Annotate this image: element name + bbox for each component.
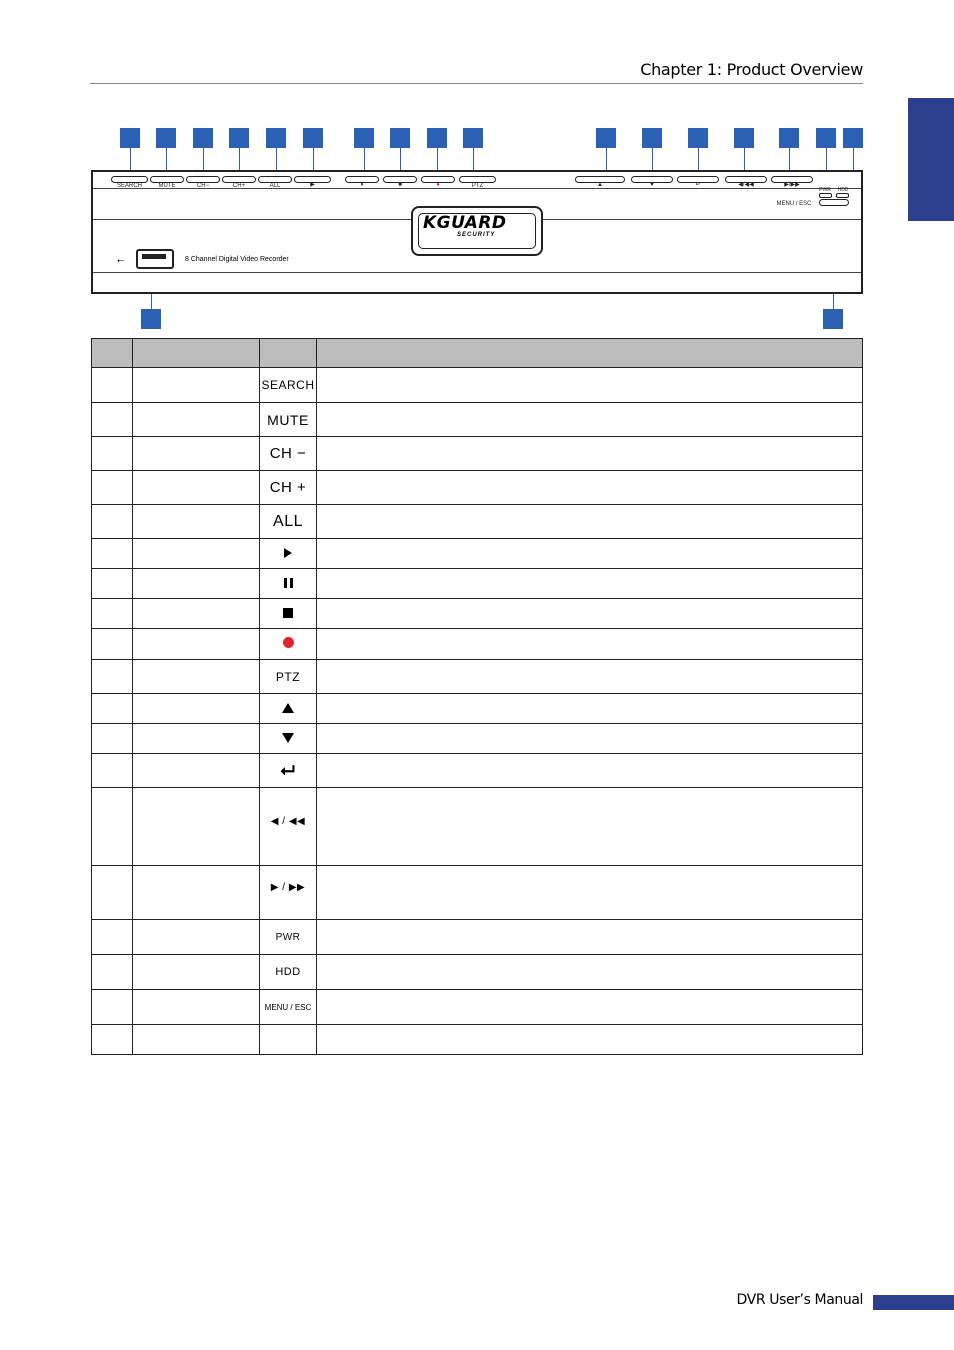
panel-button-ch-plus xyxy=(222,176,256,183)
callout-marker xyxy=(120,128,140,148)
up-arrow-icon xyxy=(282,703,294,713)
table-row xyxy=(92,660,863,694)
table-header-cell xyxy=(260,339,317,368)
panel-button-mute xyxy=(150,176,184,183)
table-cell xyxy=(92,569,133,599)
table-icon-cell: MENU / ESC xyxy=(260,990,317,1025)
table-cell xyxy=(317,505,863,539)
table-cell xyxy=(317,866,863,920)
table-header-cell xyxy=(133,339,260,368)
table-cell xyxy=(92,629,133,660)
callout-marker xyxy=(303,128,323,148)
table-cell xyxy=(92,866,133,920)
panel-button-label: ALL xyxy=(269,183,281,189)
table-icon-cell: CH + xyxy=(260,471,317,505)
usb-icon: ⭠ xyxy=(117,255,125,265)
table-cell xyxy=(317,539,863,569)
table-cell xyxy=(317,1025,863,1055)
table-icon-cell xyxy=(260,599,317,629)
panel-button-label: ▲ xyxy=(597,182,603,188)
table-icon-cell: CH − xyxy=(260,437,317,471)
table-cell xyxy=(92,955,133,990)
dvr-front-panel xyxy=(91,170,863,294)
callout-marker xyxy=(141,309,161,329)
table-cell xyxy=(133,955,260,990)
table-header-cell xyxy=(317,339,863,368)
table-cell xyxy=(92,403,133,437)
callout-marker xyxy=(427,128,447,148)
table-cell xyxy=(92,788,133,866)
table-row xyxy=(92,1025,863,1055)
footer-title: DVR User’s Manual xyxy=(736,1292,863,1308)
logo-text: KGUARD xyxy=(423,213,507,233)
table-cell xyxy=(317,694,863,724)
table-row xyxy=(92,694,863,724)
panel-button-search xyxy=(111,176,148,183)
table-cell xyxy=(133,437,260,471)
table-row xyxy=(92,569,863,599)
table-icon-cell: SEARCH xyxy=(260,368,317,403)
table-cell xyxy=(92,990,133,1025)
callout-marker xyxy=(229,128,249,148)
record-icon xyxy=(283,637,294,648)
table-cell xyxy=(317,660,863,694)
table-cell xyxy=(133,724,260,754)
table-cell xyxy=(92,694,133,724)
panel-button-ptz xyxy=(459,176,496,183)
table-header-row xyxy=(92,339,863,368)
side-tab xyxy=(908,98,954,221)
panel-button-label: SEARCH xyxy=(116,183,142,189)
table-cell xyxy=(317,629,863,660)
usb-slot xyxy=(142,254,166,259)
callout-marker xyxy=(390,128,410,148)
table-row xyxy=(92,754,863,788)
table-cell xyxy=(133,505,260,539)
table-row xyxy=(92,505,863,539)
callout-marker xyxy=(843,128,863,148)
table-icon-cell xyxy=(260,629,317,660)
panel-button-ch-minus xyxy=(186,176,220,183)
led-label-hdd: HDD xyxy=(837,187,849,193)
table-cell xyxy=(92,660,133,694)
pause-icon xyxy=(284,578,293,588)
panel-button-label: CH+ xyxy=(232,183,246,189)
table-cell xyxy=(92,920,133,955)
table-cell xyxy=(133,920,260,955)
callout-marker xyxy=(642,128,662,148)
table-cell xyxy=(133,754,260,788)
table-cell xyxy=(133,403,260,437)
table-cell xyxy=(133,660,260,694)
callout-marker xyxy=(156,128,176,148)
panel-button-label: ▼ xyxy=(649,182,655,188)
down-arrow-icon xyxy=(282,733,294,743)
callout-marker xyxy=(354,128,374,148)
kguard-logo xyxy=(411,206,543,256)
pwr-led-icon xyxy=(819,193,832,198)
callout-marker xyxy=(734,128,754,148)
table-cell xyxy=(92,505,133,539)
table-row xyxy=(92,724,863,754)
table-cell xyxy=(133,471,260,505)
callout-marker xyxy=(266,128,286,148)
panel-button-label: PTZ xyxy=(471,183,484,189)
footer-bar xyxy=(873,1295,954,1310)
table-cell xyxy=(317,990,863,1025)
table-cell xyxy=(317,920,863,955)
callout-marker xyxy=(596,128,616,148)
table-row xyxy=(92,599,863,629)
table-row xyxy=(92,629,863,660)
panel-button-label: ● xyxy=(436,182,440,188)
table-icon-cell xyxy=(260,569,317,599)
button-description-table xyxy=(91,338,863,1055)
usb-port xyxy=(136,249,174,269)
panel-button-all xyxy=(258,176,292,183)
table-icon-cell xyxy=(260,754,317,788)
play-icon xyxy=(284,548,292,558)
table-icon-cell: ◀ / ◀◀ xyxy=(260,788,317,866)
stop-icon xyxy=(283,608,293,618)
panel-button-label: ↵ xyxy=(695,182,701,188)
table-cell xyxy=(92,754,133,788)
table-cell xyxy=(133,599,260,629)
table-cell xyxy=(133,788,260,866)
table-icon-cell: HDD xyxy=(260,955,317,990)
table-cell xyxy=(317,754,863,788)
table-cell xyxy=(133,368,260,403)
table-row xyxy=(92,788,863,866)
table-cell xyxy=(92,471,133,505)
table-icon-cell xyxy=(260,1025,317,1055)
panel-button-label: ▶ xyxy=(310,182,315,188)
panel-button-label: ◀/◀◀ xyxy=(738,182,754,188)
panel-button-label: ▶/▶▶ xyxy=(784,182,800,188)
table-row xyxy=(92,368,863,403)
table-cell xyxy=(133,1025,260,1055)
callout-marker xyxy=(463,128,483,148)
table-cell xyxy=(133,990,260,1025)
table-icon-cell xyxy=(260,724,317,754)
panel-button-label: ■ xyxy=(398,182,402,188)
table-cell xyxy=(92,724,133,754)
table-cell xyxy=(133,629,260,660)
table-cell xyxy=(92,599,133,629)
table-cell xyxy=(317,569,863,599)
table-header-cell xyxy=(92,339,133,368)
table-cell xyxy=(317,403,863,437)
panel-button-label: ⏸ xyxy=(360,182,364,188)
logo-subtext: SECURITY xyxy=(457,232,496,238)
table-row xyxy=(92,471,863,505)
table-icon-cell xyxy=(260,694,317,724)
table-cell xyxy=(317,724,863,754)
callout-marker xyxy=(779,128,799,148)
table-icon-cell: PWR xyxy=(260,920,317,955)
table-row xyxy=(92,403,863,437)
table-cell xyxy=(317,471,863,505)
table-row xyxy=(92,866,863,920)
table-cell xyxy=(92,368,133,403)
table-cell xyxy=(133,539,260,569)
table-row xyxy=(92,437,863,471)
table-cell xyxy=(317,788,863,866)
table-cell xyxy=(317,368,863,403)
table-icon-cell: MUTE xyxy=(260,403,317,437)
menu-esc-label: MENU / ESC xyxy=(776,201,812,207)
table-icon-cell: ALL xyxy=(260,505,317,539)
table-cell xyxy=(92,539,133,569)
table-icon-cell xyxy=(260,539,317,569)
led-label-pwr: PWR xyxy=(819,187,831,193)
table-row xyxy=(92,990,863,1025)
callout-marker xyxy=(688,128,708,148)
table-cell xyxy=(92,437,133,471)
table-cell xyxy=(133,569,260,599)
chapter-title: Chapter 1: Product Overview xyxy=(640,60,863,79)
table-row xyxy=(92,955,863,990)
table-row xyxy=(92,920,863,955)
table-cell xyxy=(317,599,863,629)
hdd-led-icon xyxy=(836,193,849,198)
panel-button-menu-esc xyxy=(819,199,849,206)
callout-marker xyxy=(823,309,843,329)
model-text: 8 Channel Digital Video Recorder xyxy=(185,256,289,263)
enter-icon: ⮠ xyxy=(280,760,296,780)
table-cell xyxy=(133,694,260,724)
table-row xyxy=(92,539,863,569)
callout-marker xyxy=(193,128,213,148)
table-icon-cell: ▶ / ▶▶ xyxy=(260,866,317,920)
table-icon-cell: PTZ xyxy=(260,660,317,694)
table-cell xyxy=(133,866,260,920)
table-cell xyxy=(92,1025,133,1055)
panel-divider xyxy=(93,272,861,273)
header-rule xyxy=(90,83,863,84)
callout-marker xyxy=(816,128,836,148)
panel-button-label: MUTE xyxy=(158,183,176,189)
panel-button-label: CH− xyxy=(196,183,210,189)
table-cell xyxy=(317,955,863,990)
table-cell xyxy=(317,437,863,471)
